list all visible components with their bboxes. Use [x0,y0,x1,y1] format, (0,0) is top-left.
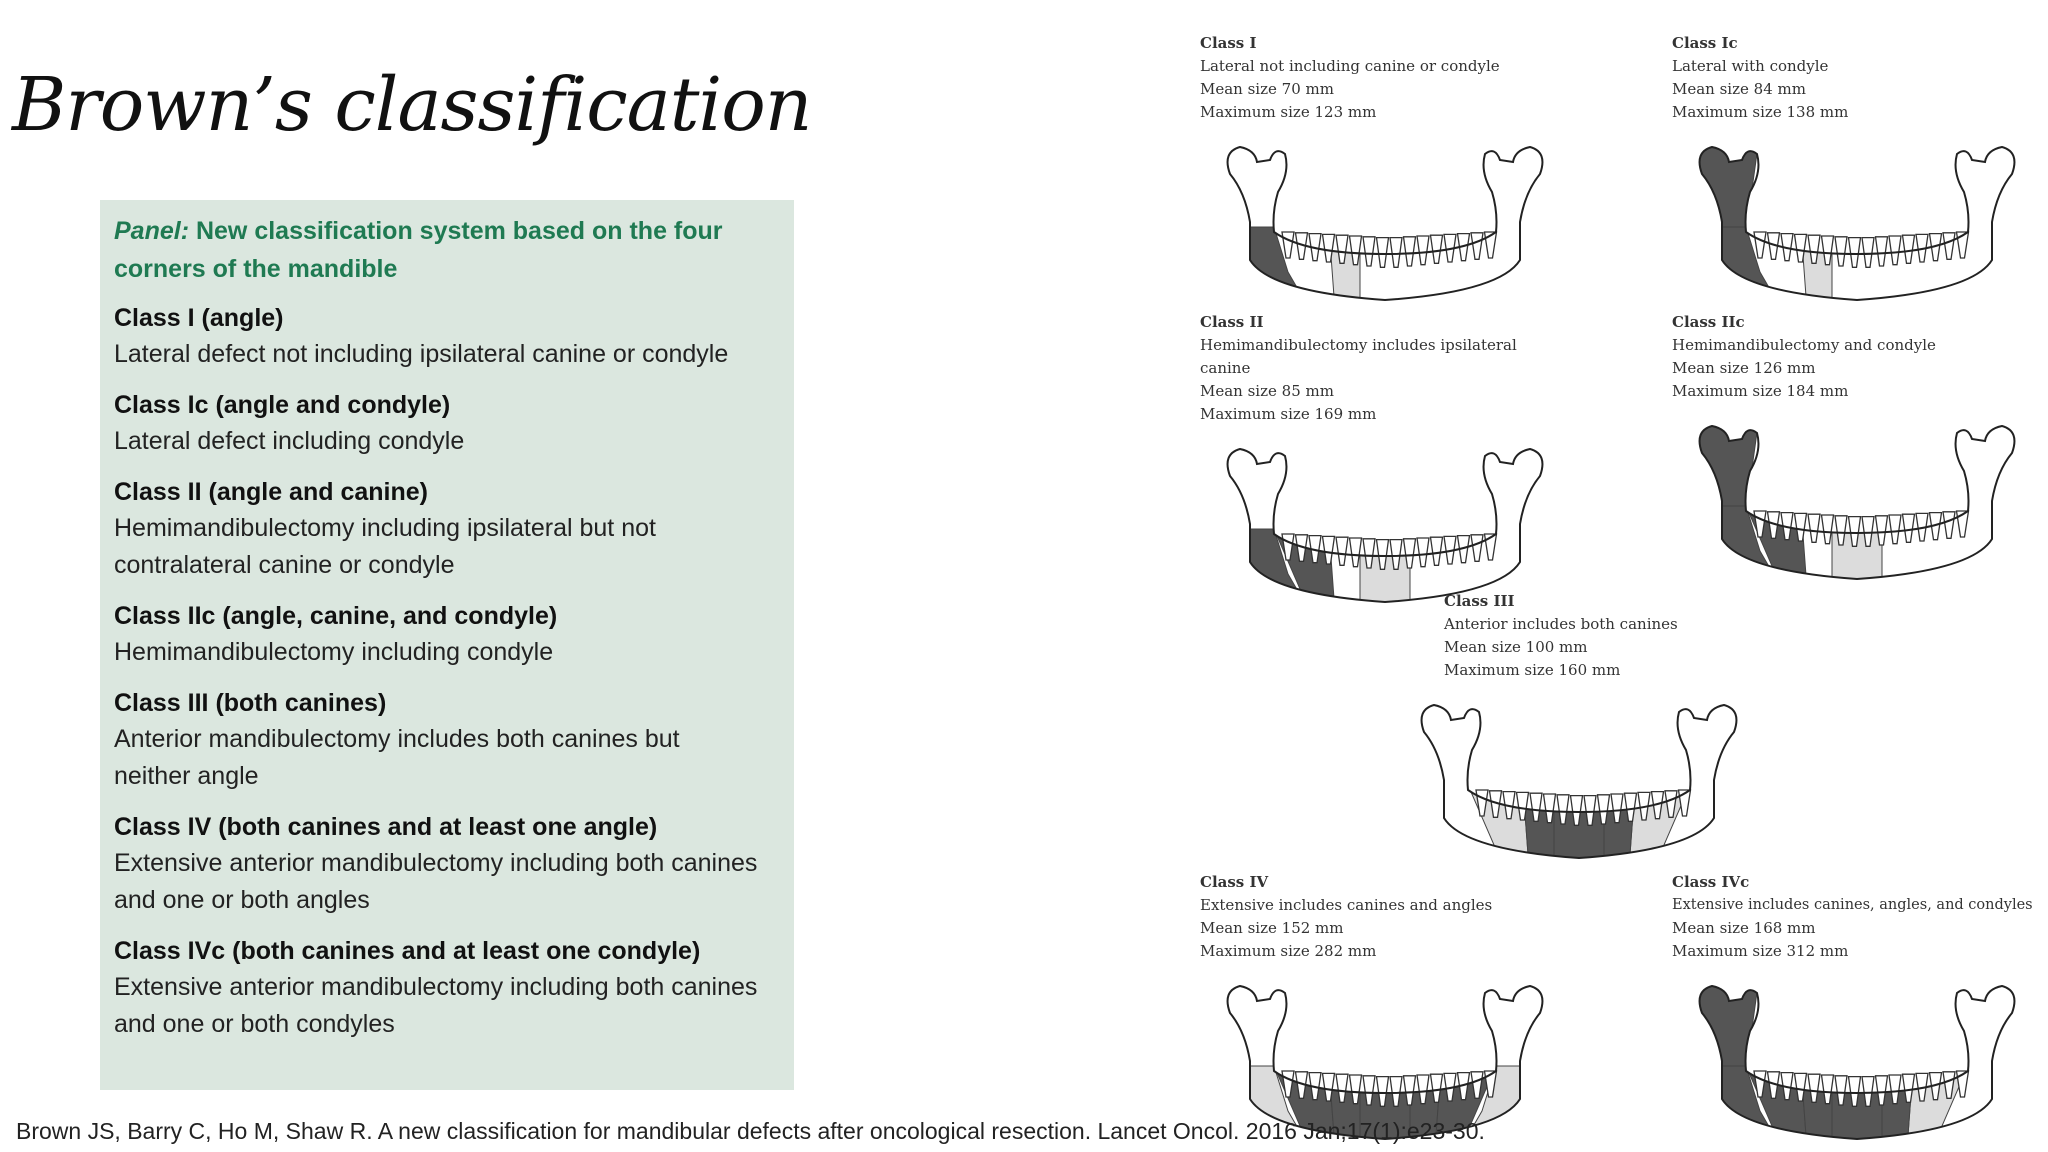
diagram-class-ivc [1672,871,2044,1146]
slide-title: Brown’s classification [12,62,812,148]
mandible-illustration [1672,411,2042,586]
class-entry-iv [114,809,780,919]
diagram-description: Hemimandibulectomy includes ipsilateral canine [1200,336,1517,377]
class-title: Class IV (both canines and at least one angle) [114,813,658,841]
class-title: Class II (angle and canine) [114,478,428,506]
diagram-title: Class II [1200,313,1264,331]
class-title: Class III (both canines) [114,689,387,717]
diagram-mean-size: Mean size 100 mm [1444,638,1588,656]
diagram-title: Class IIc [1672,313,1745,331]
diagram-class-ic [1672,32,2042,307]
diagram-description: Lateral not including canine or condyle [1200,57,1500,75]
panel-heading-prefix: Panel: [114,217,190,245]
diagram-title: Class Ic [1672,34,1738,52]
class-description: Hemimandibulectomy including condyle [114,638,554,666]
diagram-title: Class III [1444,592,1515,610]
class-title: Class I (angle) [114,304,284,332]
diagram-class-iic [1672,311,2042,586]
class-description: Anterior mandibulectomy includes both canines but neither angle [114,725,680,790]
diagram-mean-size: Mean size 84 mm [1672,80,1806,98]
mandible-illustration [1200,132,1570,307]
class-entry-ivc [114,933,780,1043]
diagram-max-size: Maximum size 282 mm [1200,942,1377,960]
diagram-mean-size: Mean size 152 mm [1200,919,1344,937]
diagram-class-iv [1200,871,1570,1146]
diagram-description: Hemimandibulectomy and condyle [1672,336,1936,354]
diagram-max-size: Maximum size 123 mm [1200,103,1377,121]
diagram-max-size: Maximum size 184 mm [1672,382,1849,400]
panel-heading-text: New classification system based on the four corners of the mandible [114,217,723,283]
diagram-max-size: Maximum size 312 mm [1672,942,1849,960]
panel-heading [114,212,780,288]
class-entry-ii [114,474,780,584]
class-entry-ic [114,387,780,460]
diagram-class-ii [1200,311,1570,609]
class-title: Class IVc (both canines and at least one condyle) [114,937,701,965]
diagram-description: Anterior includes both canines [1444,615,1678,633]
class-description: Extensive anterior mandibulectomy including both canines and one or both angles [114,849,758,914]
mandible-illustration [1200,434,1570,609]
class-description: Lateral defect not including ipsilateral canine or condyle [114,340,729,368]
diagram-title: Class I [1200,34,1257,52]
diagram-mean-size: Mean size 70 mm [1200,80,1334,98]
class-description: Hemimandibulectomy including ipsilateral but not contralateral canine or condyle [114,514,656,579]
class-entry-iic [114,598,780,671]
class-entry-iii [114,685,780,795]
diagram-mean-size: Mean size 168 mm [1672,919,1816,937]
class-description: Lateral defect including condyle [114,427,465,455]
diagram-max-size: Maximum size 160 mm [1444,661,1621,679]
diagram-max-size: Maximum size 138 mm [1672,103,1849,121]
diagram-mean-size: Mean size 126 mm [1672,359,1816,377]
diagram-class-i [1200,32,1570,307]
diagram-title: Class IV [1200,873,1269,891]
mandible-illustration [1394,690,1764,865]
diagram-class-iii [1444,590,1814,865]
diagram-description: Lateral with condyle [1672,57,1829,75]
class-title: Class Ic (angle and condyle) [114,391,451,419]
classification-panel [100,200,794,1090]
diagram-title: Class IVc [1672,873,1750,891]
class-entry-i [114,300,780,373]
diagram-description: Extensive includes canines, angles, and condyles [1672,897,2033,913]
diagram-mean-size: Mean size 85 mm [1200,382,1334,400]
class-title: Class IIc (angle, canine, and condyle) [114,602,558,630]
diagram-max-size: Maximum size 169 mm [1200,405,1377,423]
diagram-description: Extensive includes canines and angles [1200,896,1493,914]
mandible-illustration [1672,971,2042,1146]
mandible-illustration [1672,132,2042,307]
class-description: Extensive anterior mandibulectomy including both canines and one or both condyles [114,973,758,1038]
citation: Brown JS, Barry C, Ho M, Shaw R. A new classification for mandibular defects after oncological resection. Lancet Oncol. 2016 Jan;17(1):e23-30. [16,1118,1485,1144]
